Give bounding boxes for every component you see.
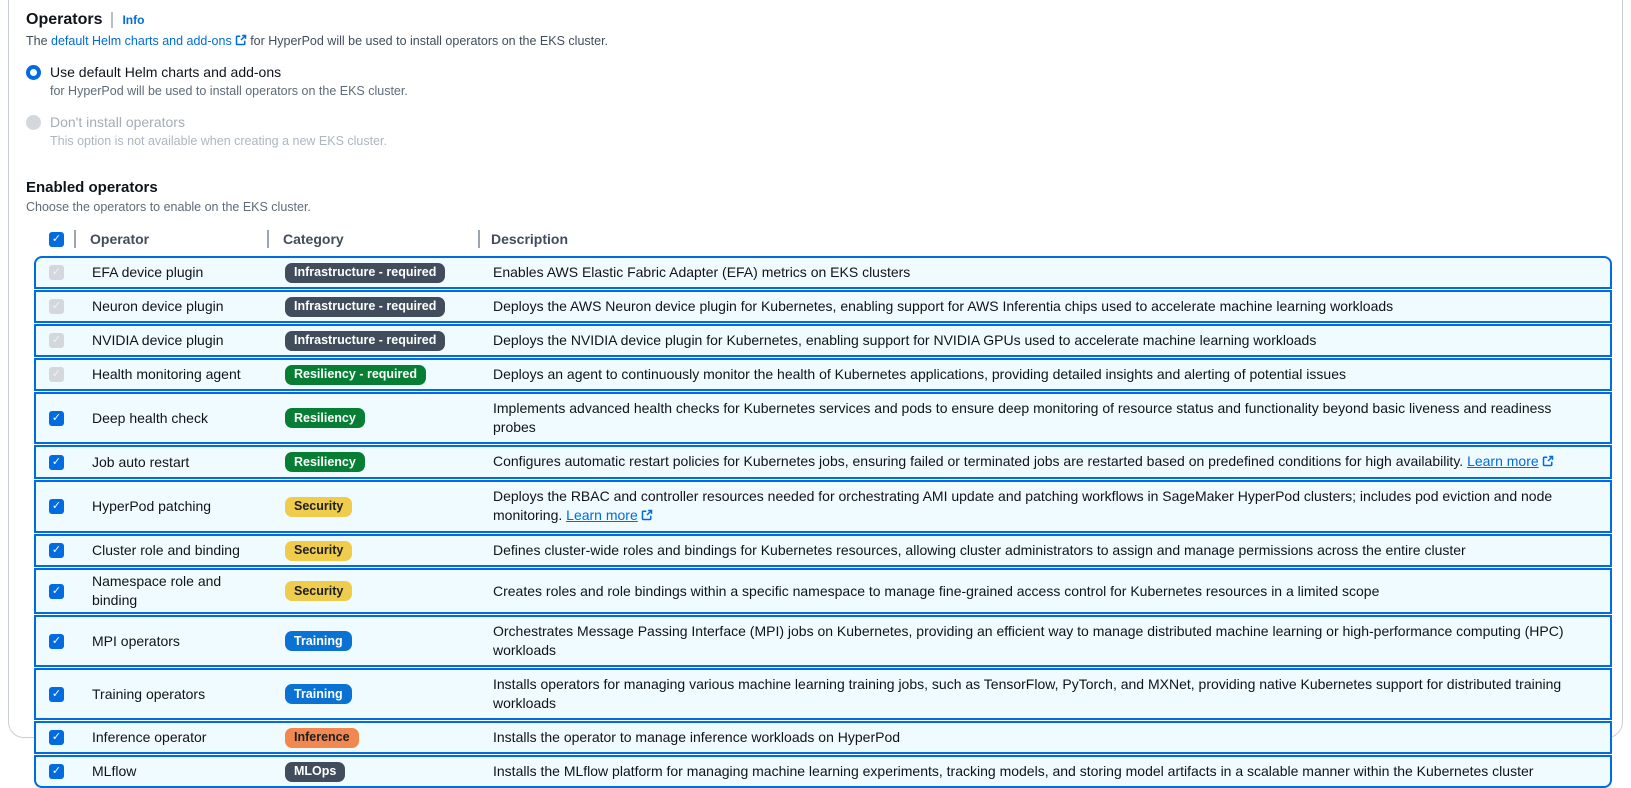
- row-description-text: Installs operators for managing various machine learning training jobs, such as TensorFlow, PyTorch, and MXNet, providing native Kubernetes support for distributed training workloads: [493, 676, 1562, 711]
- operator-name: Health monitoring agent: [92, 366, 241, 382]
- row-checkbox[interactable]: ✓: [49, 499, 64, 514]
- table-row[interactable]: [34, 568, 1612, 614]
- row-description-text: Deploys the NVIDIA device plugin for Kubernetes, enabling support for NVIDIA GPUs used to accelerate machine learning workloads: [493, 332, 1317, 348]
- category-badge: Infrastructure - required: [285, 263, 445, 283]
- learn-more-label: Learn more: [566, 507, 638, 523]
- row-checkbox: ✓: [49, 333, 64, 348]
- operator-name: MLflow: [92, 763, 137, 779]
- intro-prefix: The: [26, 34, 48, 48]
- table-row[interactable]: [34, 256, 1612, 289]
- row-description-text: Deploys the RBAC and controller resources needed for orchestrating AMI update and patching workflows in SageMaker HyperPod clusters; includes pod eviction and node monitoring.: [493, 488, 1553, 523]
- operator-name: Training operators: [92, 685, 206, 702]
- row-checkbox[interactable]: ✓: [49, 764, 64, 779]
- row-checkbox[interactable]: ✓: [49, 730, 64, 745]
- table-row[interactable]: [34, 668, 1612, 720]
- row-checkbox[interactable]: ✓: [49, 455, 64, 470]
- table-row[interactable]: [34, 615, 1612, 667]
- radio-label: Don't install operators: [50, 114, 185, 130]
- column-header-category: Category: [267, 228, 478, 250]
- table-row[interactable]: [34, 445, 1612, 479]
- table-row[interactable]: [34, 358, 1612, 391]
- operators-panel: [8, 0, 1623, 779]
- category-badge: Resiliency: [285, 408, 365, 428]
- category-badge: MLOps: [285, 762, 345, 782]
- row-checkbox[interactable]: ✓: [49, 411, 64, 426]
- category-badge: Infrastructure - required: [285, 297, 445, 317]
- external-link-icon: [235, 34, 247, 49]
- category-badge: Security: [285, 541, 352, 561]
- operator-name: Job auto restart: [92, 453, 190, 470]
- row-description-text: Orchestrates Message Passing Interface (MPI) jobs on Kubernetes, providing an efficient way to manage distributed machine learning or high-performance computing (HPC) workloads: [493, 623, 1564, 658]
- row-checkbox: ✓: [49, 265, 64, 280]
- operators-rows: [34, 256, 1612, 788]
- row-description: [480, 260, 1610, 285]
- radio-option-default-helm[interactable]: [26, 63, 1602, 99]
- operator-name: Namespace role and binding: [92, 573, 222, 608]
- row-checkbox[interactable]: ✓: [49, 687, 64, 702]
- row-description: [480, 672, 1610, 716]
- table-row[interactable]: [34, 480, 1612, 533]
- info-link[interactable]: Info: [122, 13, 145, 27]
- table-row[interactable]: [34, 534, 1612, 567]
- operator-name: NVIDIA device plugin: [92, 332, 224, 348]
- row-description-text: Creates roles and role bindings within a specific namespace to manage fine-grained access control for Kubernetes resources in a limited scope: [493, 582, 1380, 599]
- row-checkbox: ✓: [49, 367, 64, 382]
- row-description-text: Defines cluster-wide roles and bindings for Kubernetes resources, allowing cluster administrators to assign and manage permissions across the entire cluster: [493, 542, 1466, 558]
- enabled-operators-title: Enabled operators: [26, 179, 158, 196]
- radio-label: Use default Helm charts and add-ons: [50, 64, 282, 80]
- row-description: [480, 759, 1610, 784]
- column-header-operator: Operator: [74, 228, 267, 250]
- category-badge: Infrastructure - required: [285, 331, 445, 351]
- intro-text: [26, 34, 1602, 49]
- row-description-text: Enables AWS Elastic Fabric Adapter (EFA) metrics on EKS clusters: [493, 264, 911, 280]
- category-badge: Resiliency: [285, 452, 365, 472]
- operator-name: Inference operator: [92, 729, 207, 745]
- operator-name: Cluster role and binding: [92, 542, 240, 558]
- row-description-text: Installs the MLflow platform for managing machine learning experiments, tracking models, and storing model artifacts in a scalable manner within the Kubernetes cluster: [493, 763, 1534, 779]
- table-row[interactable]: [34, 392, 1612, 444]
- category-badge: Inference: [285, 728, 359, 748]
- row-description: [480, 579, 1610, 604]
- table-header: [34, 228, 1612, 250]
- operator-name: Neuron device plugin: [92, 298, 224, 314]
- helm-charts-link[interactable]: default Helm charts and add-ons: [51, 34, 247, 48]
- operator-name: Deep health check: [92, 409, 208, 426]
- intro-suffix: for HyperPod will be used to install operators on the EKS cluster.: [250, 34, 609, 48]
- row-description: [480, 725, 1610, 750]
- category-badge: Security: [285, 497, 352, 517]
- category-badge: Training: [285, 684, 352, 704]
- row-description-text: Configures automatic restart policies for Kubernetes jobs, ensuring failed or terminated jobs are restarted based on predefined conditions for high availability.: [493, 453, 1468, 469]
- page-title: Operators: [26, 11, 103, 28]
- row-description: [480, 484, 1610, 529]
- row-description: [480, 362, 1610, 387]
- radio-description: This option is not available when creating a new EKS cluster.: [50, 134, 387, 148]
- enabled-operators-subtitle: Choose the operators to enable on the EKS cluster.: [26, 200, 311, 214]
- row-description: [480, 396, 1610, 440]
- row-checkbox[interactable]: ✓: [49, 634, 64, 649]
- row-description-text: Deploys an agent to continuously monitor the health of Kubernetes applications, providing detailed insights and alerting of potential issues: [493, 366, 1346, 382]
- learn-more-label: Learn more: [1467, 453, 1539, 469]
- operator-name: MPI operators: [92, 632, 180, 649]
- operator-name: EFA device plugin: [92, 264, 204, 280]
- radio-description: for HyperPod will be used to install operators on the EKS cluster.: [50, 84, 408, 98]
- category-badge: Security: [285, 581, 352, 601]
- operator-name: HyperPod patching: [92, 498, 212, 514]
- row-description-text: Implements advanced health checks for Kubernetes services and pods to ensure deep monitoring of resource status and functionality beyond basic liveness and readiness probes: [493, 400, 1552, 435]
- column-header-description: Description: [478, 228, 1612, 250]
- row-description: [480, 538, 1610, 563]
- row-checkbox[interactable]: ✓: [49, 543, 64, 558]
- category-badge: Resiliency - required: [285, 365, 426, 385]
- external-link-icon: [1542, 453, 1554, 472]
- row-description-text: Deploys the AWS Neuron device plugin for Kubernetes, enabling support for AWS Inferentia chips used to accelerate machine learning workloads: [493, 298, 1394, 314]
- row-description: [480, 328, 1610, 353]
- title-divider: [111, 12, 113, 28]
- row-description: [480, 619, 1610, 663]
- radio-disabled-icon: [26, 115, 41, 130]
- learn-more-link[interactable]: [1467, 453, 1554, 469]
- external-link-icon: [641, 507, 653, 526]
- row-description-text: Installs the operator to manage inference workloads on HyperPod: [493, 729, 901, 745]
- table-row[interactable]: [34, 324, 1612, 357]
- row-checkbox[interactable]: ✓: [49, 584, 64, 599]
- radio-selected-icon[interactable]: [26, 65, 41, 80]
- table-row[interactable]: [34, 755, 1612, 788]
- select-all-checkbox[interactable]: ✓: [49, 232, 64, 247]
- section-header: [26, 11, 1602, 29]
- row-description: [480, 294, 1610, 319]
- category-badge: Training: [285, 631, 352, 651]
- row-description: [480, 449, 1610, 475]
- radio-option-dont-install: [26, 113, 1602, 149]
- table-row[interactable]: [34, 721, 1612, 754]
- table-row[interactable]: [34, 290, 1612, 323]
- row-checkbox: ✓: [49, 299, 64, 314]
- learn-more-link[interactable]: [566, 507, 653, 523]
